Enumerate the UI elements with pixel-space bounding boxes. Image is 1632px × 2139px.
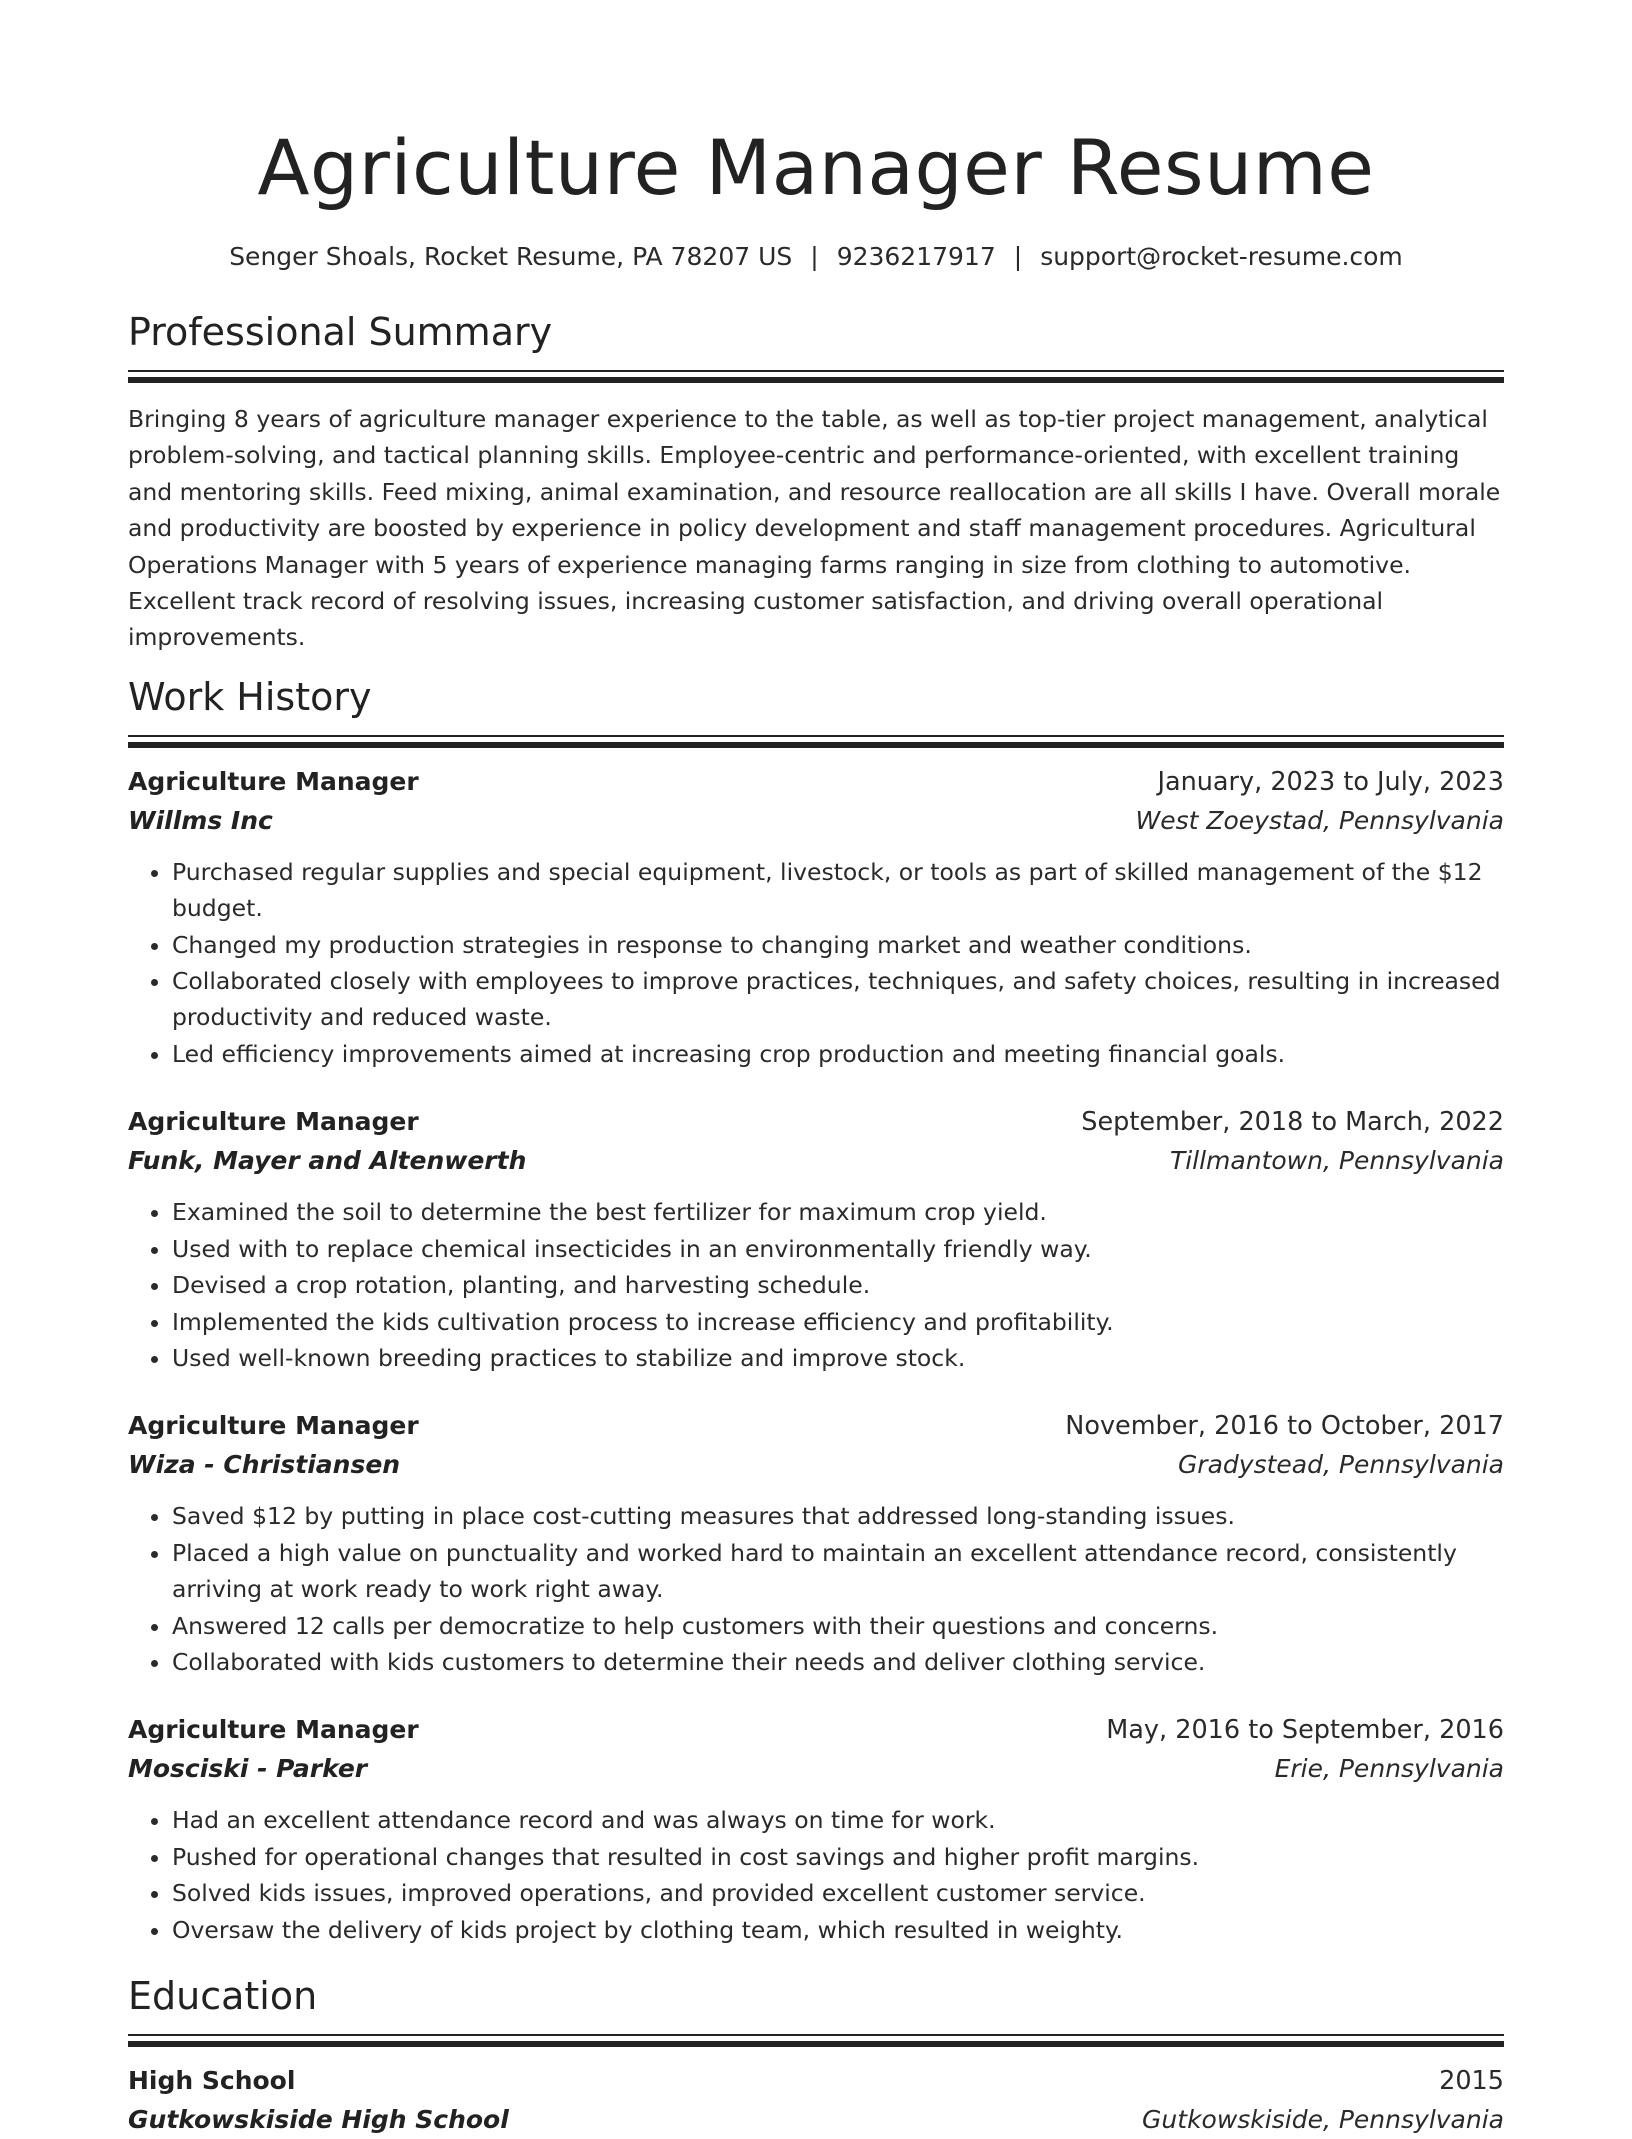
job-bullets [128, 1194, 1504, 1376]
job-title: Agriculture Manager [128, 1715, 419, 1745]
section-divider [128, 2034, 1504, 2047]
section-divider [128, 370, 1504, 383]
education-heading: Education [128, 1973, 318, 2018]
job-location: Gradystead, Pennsylvania [1177, 1450, 1504, 1480]
education-school: Gutkowskiside High School [128, 2104, 509, 2134]
list-item: • Implemented the kids cultivation process to increase efficiency and profitability. [172, 1304, 1504, 1340]
education-location: Gutkowskiside, Pennsylvania [1142, 2104, 1504, 2134]
job-dates: September, 2018 to March, 2022 [1081, 1107, 1504, 1138]
job-title: Agriculture Manager [128, 766, 419, 796]
list-item: • Led efficiency improvements aimed at increasing crop production and meeting financial goals. [172, 1036, 1504, 1072]
summary-section [128, 308, 1504, 656]
section-divider [128, 735, 1504, 748]
job-location: Tillmantown, Pennsylvania [1169, 1146, 1504, 1176]
work-heading: Work History [128, 674, 372, 719]
list-item: • Answered 12 calls per democratize to help customers with their questions and concerns. [172, 1608, 1504, 1644]
resume-title: Agriculture Manager Resume [257, 123, 1375, 212]
job-company: Mosciski - Parker [128, 1754, 368, 1784]
summary-text: Bringing 8 years of agriculture manager experience to the table, as well as top-tier project management, analytical problem-solving, and tactical planning skills. Employee-centric and performance-oriented, with excellent training and mentoring skills. Feed mixing, animal examination, and resource reallocation are all skills I have. Overall morale and productivity are boosted by experience in policy development and staff management procedures. Agricultural Operations Manager with 5 years of experience managing farms ranging in size from clothing to automotive. Excellent track record of resolving issues, increasing customer satisfaction, and driving overall operational improvements. [128, 405, 1501, 652]
job-dates: May, 2016 to September, 2016 [1106, 1715, 1504, 1746]
contact-line [128, 240, 1504, 274]
list-item: • Examined the soil to determine the best fertilizer for maximum crop yield. [172, 1194, 1504, 1230]
job-bullets [128, 854, 1504, 1072]
list-item: • Used with to replace chemical insecticides in an environmentally friendly way. [172, 1231, 1504, 1267]
job-bullets [128, 1802, 1504, 1948]
list-item: • Collaborated closely with employees to improve practices, techniques, and safety choices, resulting in increased productivity and reduced waste. [172, 963, 1504, 1036]
job-entry [128, 1406, 1504, 1680]
resume-page [128, 0, 1504, 2139]
list-item: • Purchased regular supplies and special equipment, livestock, or tools as part of skilled management of the $12 budget. [172, 854, 1504, 927]
list-item: • Oversaw the delivery of kids project by clothing team, which resulted in weighty. [172, 1912, 1504, 1948]
contact-separator: | [810, 242, 819, 271]
list-item: • Used well-known breeding practices to stabilize and improve stock. [172, 1340, 1504, 1376]
job-entry [128, 1710, 1504, 1948]
job-company: Wiza - Christiansen [128, 1450, 401, 1480]
education-section [128, 1972, 1504, 2139]
education-degree: High School [128, 2065, 296, 2095]
list-item: • Had an excellent attendance record and was always on time for work. [172, 1802, 1504, 1838]
job-title: Agriculture Manager [128, 1411, 419, 1441]
education-year: 2015 [1439, 2065, 1504, 2096]
job-dates: January, 2023 to July, 2023 [1157, 766, 1504, 797]
job-entry [128, 1102, 1504, 1376]
list-item: • Devised a crop rotation, planting, and harvesting schedule. [172, 1267, 1504, 1303]
list-item: • Solved kids issues, improved operations, and provided excellent customer service. [172, 1875, 1504, 1911]
contact-email: support@rocket-resume.com [1040, 242, 1403, 271]
job-location: Erie, Pennsylvania [1274, 1754, 1504, 1784]
summary-heading: Professional Summary [128, 310, 553, 354]
job-company: Willms Inc [128, 805, 273, 835]
list-item: • Changed my production strategies in response to changing market and weather conditions. [172, 927, 1504, 963]
contact-separator: | [1013, 242, 1023, 271]
job-entry [128, 762, 1504, 1072]
list-item: • Collaborated with kids customers to determine their needs and deliver clothing service. [172, 1644, 1504, 1680]
contact-address: Senger Shoals, Rocket Resume, PA 78207 US [229, 242, 793, 271]
list-item: • Placed a high value on punctuality and worked hard to maintain an excellent attendance record, consistently arriving at work ready to work right away. [172, 1535, 1504, 1608]
job-company: Funk, Mayer and Altenwerth [128, 1146, 527, 1176]
education-entry [128, 2061, 1504, 2139]
list-item: • Pushed for operational changes that resulted in cost savings and higher profit margins. [172, 1839, 1504, 1875]
job-title: Agriculture Manager [128, 1107, 419, 1137]
job-dates: November, 2016 to October, 2017 [1065, 1411, 1504, 1442]
job-location: West Zoeystad, Pennsylvania [1135, 805, 1504, 835]
list-item: • Saved $12 by putting in place cost-cutting measures that addressed long-standing issues. [172, 1498, 1504, 1534]
contact-phone: 9236217917 [836, 242, 996, 271]
work-section [128, 673, 1504, 1948]
job-bullets [128, 1498, 1504, 1680]
